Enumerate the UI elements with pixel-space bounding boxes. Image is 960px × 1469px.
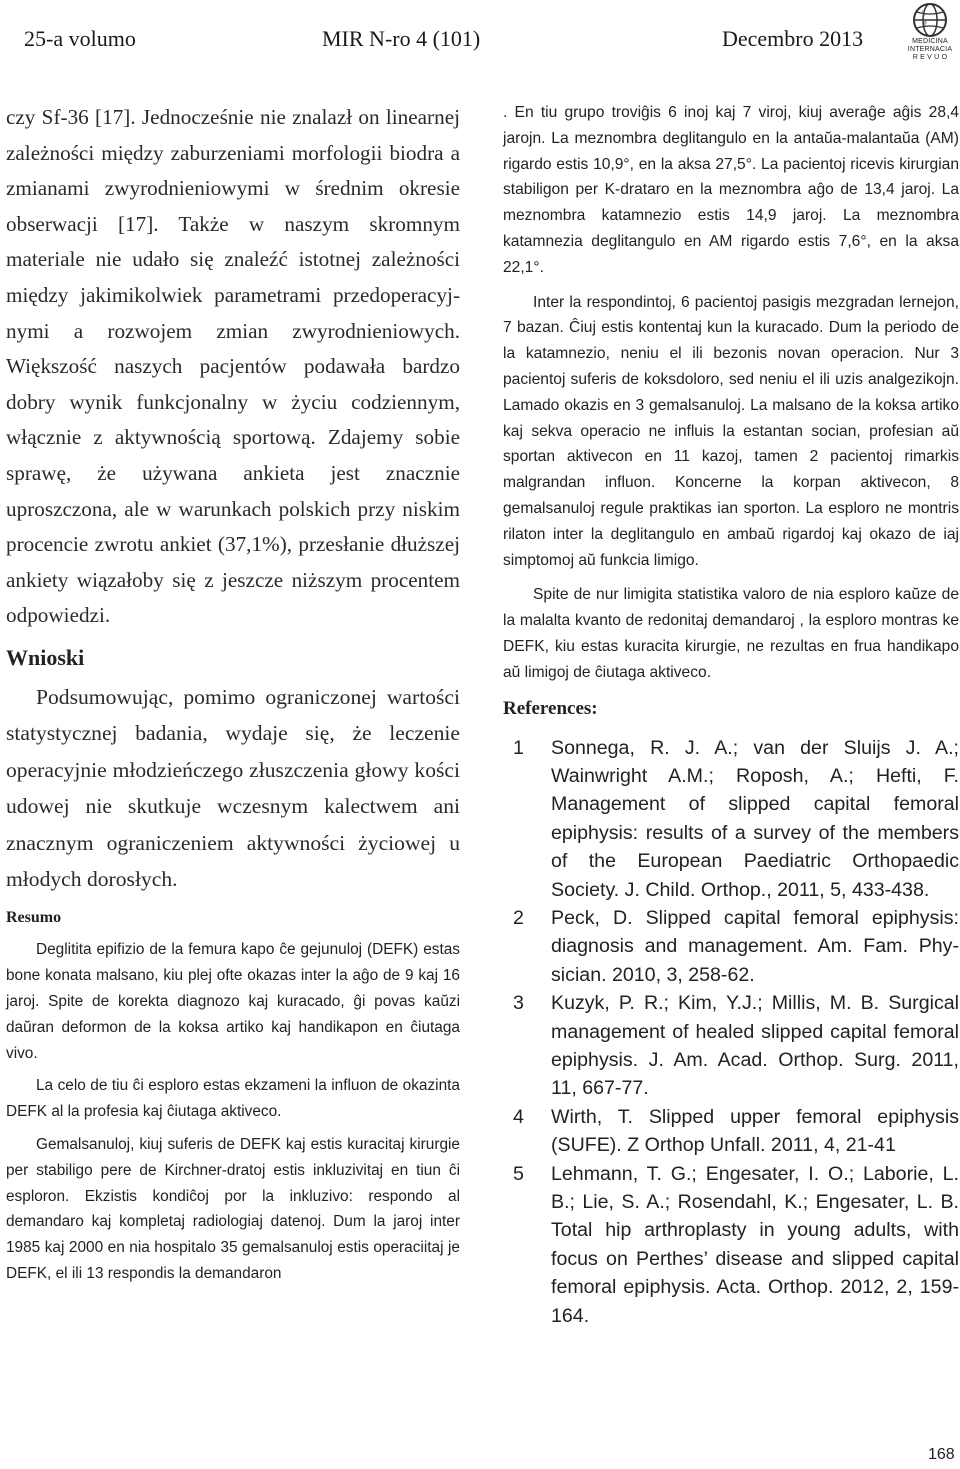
reference-number: 5 (513, 1162, 524, 1185)
summary-paragraph: Spite de nur limigita statistika valoro de nia esploro kaŭze de la malalta kvanto de redonitaj demandaroj , la esploro montras ke DEFK, kiu estas kuracita kirurgie, ne rezultas en frua handikapo aŭ limigoj de ĉiutaga aktiveco. (503, 586, 959, 681)
reference-text: Sonnega, R. J. A.; van der Sluijs J. A.; Wainwright A.M.; Roposh, A.; Hefti, F. Management of slipped capital femoral epiphysis: results of a survey of the members of the European Paediatric Orthopaedic Society. J. Child. Orthop., 2011, 5, 433-438. (551, 736, 959, 901)
reference-number: 3 (513, 992, 524, 1015)
logo-line-2: INTERNACIA (907, 46, 953, 53)
logo-line-3: R E V U O (912, 54, 948, 61)
reference-text: Kuzyk, P. R.; Kim, Y.J.; Millis, M. B. Surgical management of healed slipped capital femoral epiphysis. J. Am. Acad. Orthop. Surg. 2011, 11, 667-77. (551, 992, 959, 1100)
header-volume: 25-a volumo (24, 26, 136, 51)
left-column (6, 100, 460, 1294)
running-header (0, 0, 960, 80)
reference-text: Wirth, T. Slipped upper femoral epiphysis (SUFE). Z Orthop Unfall. 2011, 4, 21-41 (551, 1105, 959, 1157)
resumo-continued-paragraph: . En tiu grupo troviĝis 6 inoj kaj 7 viroj, kiuj averaĝe aĝis 28,4 jarojn. La meznombra deglitangulo en la antaŭa-malantaŭa (AM) rigardo estis 10,9°, en la aksa 27,5°. La pacientoj ricevis kirurgian stabiligon per K-drataro en la meznombra aĝo de 13,4 jaroj. La meznombra katamnezio estis 14,9 jaroj. La meznombra katamnezia deglitangulo en AM rigardo estis 7,6°, en la aksa 22,1°. (503, 104, 959, 276)
reference-item (503, 989, 959, 1103)
polish-body-paragraph: czy Sf-36 [17]. Jednocześnie nie znalazł on linearnej zależności między zaburzeniami morfologii biodra a zmianami zwyrodnieniowymi w średnim okresie obserwacji [17]. Także w naszym skromnym materiale nie udało się znaleźć istotnej zależności między jakimikolwiek parametrami przedoperacyjnymi a rozwojem zmian zwyrodnieniowych. Większość naszych pacjentów podawała bardzo dobry wynik funkcjonalny w życiu codziennym, włącznie z aktywnością sportową. Zdajemy sobie sprawę, że używana ankieta jest znacznie uproszczona, ale w warunkach polskich przy niskim procencie zwrotu ankiet (37,1%), przesłanie dłuższej ankiety wiązałoby się z jeszcze niższym procentem odpowiedzi. (6, 105, 460, 628)
results-paragraph: Inter la respondintoj, 6 pacientoj pasigis mezgradan lernejon, 7 bazan. Ĉiuj estis kontentaj kun la kuracado. Dum la periodo de la katamnezio, neniu el ili bezonis novan operacion. Nur 3 pacientoj suferis de koksdoloro, sed neniu el ili uzis analgezikojn. Lamado okazis en 3 gemalsanuloj. La malsano de la koksa artiko kaj sekva operacio ne influis la estantan socian, profesian aŭ sportan aktivecon en 11 kazoj, tamen 2 pacientoj rimarkis malgrandan influon. Koncerne la korpan aktivecon, 8 gemalsanuloj regule praktikas ian sporton. La esploro ne montris rilaton inter la deglitangulo en ambaŭ rigardoj kaj okazo de iaj simptomoj aŭ funkcia limigo. (503, 293, 959, 569)
reference-number: 4 (513, 1105, 524, 1128)
references-heading: References: (503, 697, 598, 719)
reference-text: Peck, D. Slipped capital femoral epiphysis: diagnosis and management. Am. Fam. Physician. 2010, 3, 258-62. (551, 906, 959, 986)
reference-number: 2 (513, 906, 524, 929)
reference-item (503, 734, 959, 904)
reference-list (503, 734, 959, 1331)
conclusions-heading: Wnioski (6, 644, 85, 670)
conclusions-paragraph: Podsumowując, pomimo ograniczonej wartości statystycznej badania, wydaje się, że leczenie operacyjnie młodzieńczego złuszczenia głowy kości udowej nie skutkuje wczesnym kalectwem ani znacznym ograniczeniem aktywności życiowej u młodych dorosłych. (6, 684, 460, 891)
journal-logo (903, 2, 957, 76)
reference-number: 1 (513, 736, 524, 759)
header-date: Decembro 2013 (722, 26, 864, 51)
globe-icon (912, 2, 948, 38)
header-issue: MIR N-ro 4 (101) (322, 26, 481, 51)
resumo-paragraph-3: Gemalsanuloj, kiuj suferis de DEFK kaj estis kuracitaj kirurgie per stabiligo pere de Kirchner-dratoj estis inkluzivitaj en tiun ĉi esploron. Ekzistis kondiĉoj por la inkluzivo: respondo al demandaro kaj kompletaj radiologiaj datenoj. Dum la jaroj inter 1985 kaj 2000 en nia hospitalo 35 gemalsanuloj estis operaciitaj je DEFK, el ili 13 respondis la demandaron (6, 1135, 460, 1282)
resumo-heading: Resumo (6, 909, 62, 927)
page-number: 168 (928, 1446, 955, 1463)
right-column (503, 100, 959, 1330)
resumo-paragraph-2: La celo de tiu ĉi esploro estas ekzameni la influon de okazinta DEFK al la profesia kaj ĉiutaga aktiveco. (6, 1077, 460, 1121)
reference-item (503, 1103, 959, 1160)
reference-item (503, 1160, 959, 1330)
reference-item (503, 904, 959, 989)
logo-line-1: MEDICINA (912, 38, 948, 45)
resumo-paragraph-1: Deglitita epifizio de la femura kapo ĉe gejunuloj (DEFK) estas bone konata malsano, kiu plej ofte okazas inter la aĝo de 9 kaj 16 jaroj. Spite de korekta diagnozo kaj kuracado, ĝi povas kaŭzi daŭran deformon de la koksa artiko kaj handikapon en ĉiutaga vivo. (6, 941, 460, 1062)
reference-text: Lehmann, T. G.; Engesater, I. O.; Laborie, L. B.; Lie, S. A.; Rosendahl, K.; Engesater, L. B. Total hip arthroplasty in young adults, with focus on Perthes’ disease and slipped capital femoral epiphysis. Acta. Orthop. 2012, 2, 159-164. (551, 1162, 959, 1327)
